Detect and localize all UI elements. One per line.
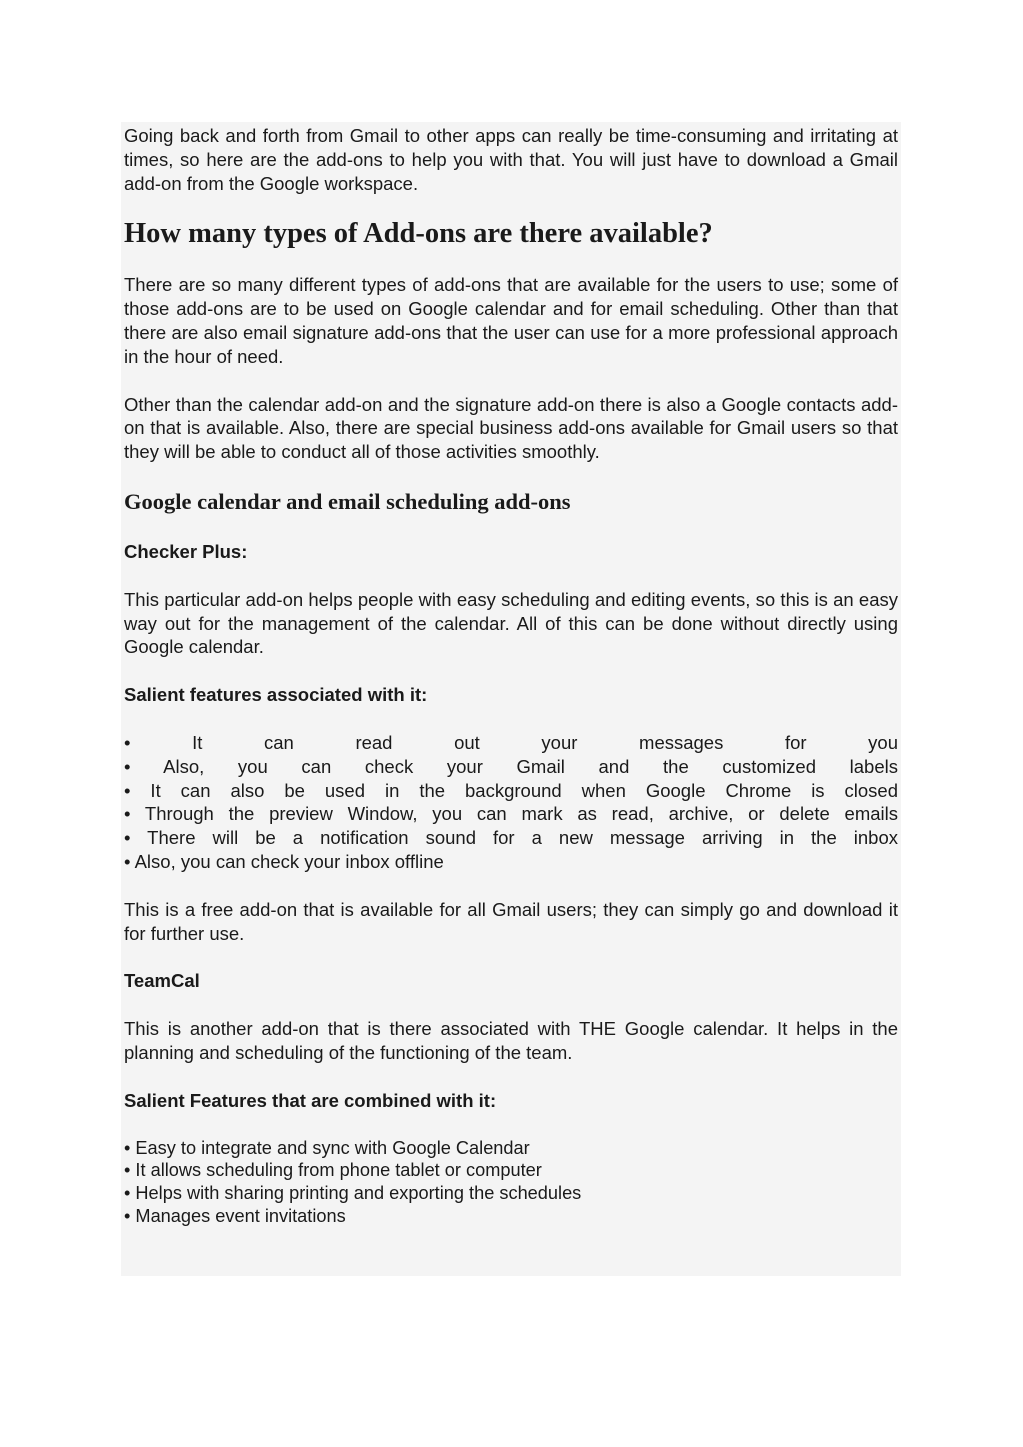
types-paragraph-2: Other than the calendar add-on and the signature add-on there is also a Google contacts add-on that is available. Also, there are special business add-ons available for Gmail users so that they will be able to conduct all of those activities smoothly. <box>124 393 898 463</box>
list-item: • Easy to integrate and sync with Google Calendar <box>124 1137 530 1158</box>
teamcal-description: This is another add-on that is there associated with THE Google calendar. It helps in the planning and scheduling of the functioning of the team. <box>124 1018 898 1063</box>
list-item: • Through the preview Window, you can mark as read, archive, or delete emails <box>124 803 898 825</box>
list-item: • It can read out your messages for you <box>124 731 898 753</box>
heading-addon-types: How many types of Add-ons are there available? <box>124 218 713 250</box>
types-paragraph-1: There are so many different types of add-ons that are available for the users to use; some of those add-ons are to be used on Google calendar and for email scheduling. Other than that there are also email signature add-ons that the user can use for a more professional approach in the hour of need. <box>124 274 898 367</box>
list-item: • Also, you can check your Gmail and the customized labels <box>124 755 898 777</box>
heading-calendar-addons: Google calendar and email scheduling add-ons <box>124 488 571 514</box>
checker-plus-features-title: Salient features associated with it: <box>124 684 428 706</box>
checker-plus-note: This is a free add-on that is available for all Gmail users; they can simply go and download it for further use. <box>124 898 898 944</box>
teamcal-features-title: Salient Features that are combined with it: <box>124 1089 497 1111</box>
teamcal-feature-list <box>124 1137 898 1228</box>
list-item: • Manages event invitations <box>124 1205 346 1226</box>
checker-plus-description: This particular add-on helps people with easy scheduling and editing events, so this is an easy way out for the management of the calendar. All of this can be done without directly using Google calendar. <box>124 588 898 658</box>
list-item: • It allows scheduling from phone tablet or computer <box>124 1160 542 1181</box>
document-content <box>121 122 901 1276</box>
checker-plus-title: Checker Plus: <box>124 540 248 562</box>
list-item: • There will be a notification sound for a new message arriving in the inbox <box>124 827 898 849</box>
list-item: • Helps with sharing printing and exporting the schedules <box>124 1183 582 1204</box>
list-item: • It can also be used in the background when Google Chrome is closed <box>124 779 898 801</box>
intro-paragraph: Going back and forth from Gmail to other apps can really be time-consuming and irritating at times, so here are the add-ons to help you with that. You will just have to download a Gmail add-on from the Google workspace. <box>124 125 898 194</box>
checker-plus-feature-list <box>124 731 898 874</box>
teamcal-title: TeamCal <box>124 970 200 992</box>
list-item: • Also, you can check your inbox offline <box>124 850 444 872</box>
